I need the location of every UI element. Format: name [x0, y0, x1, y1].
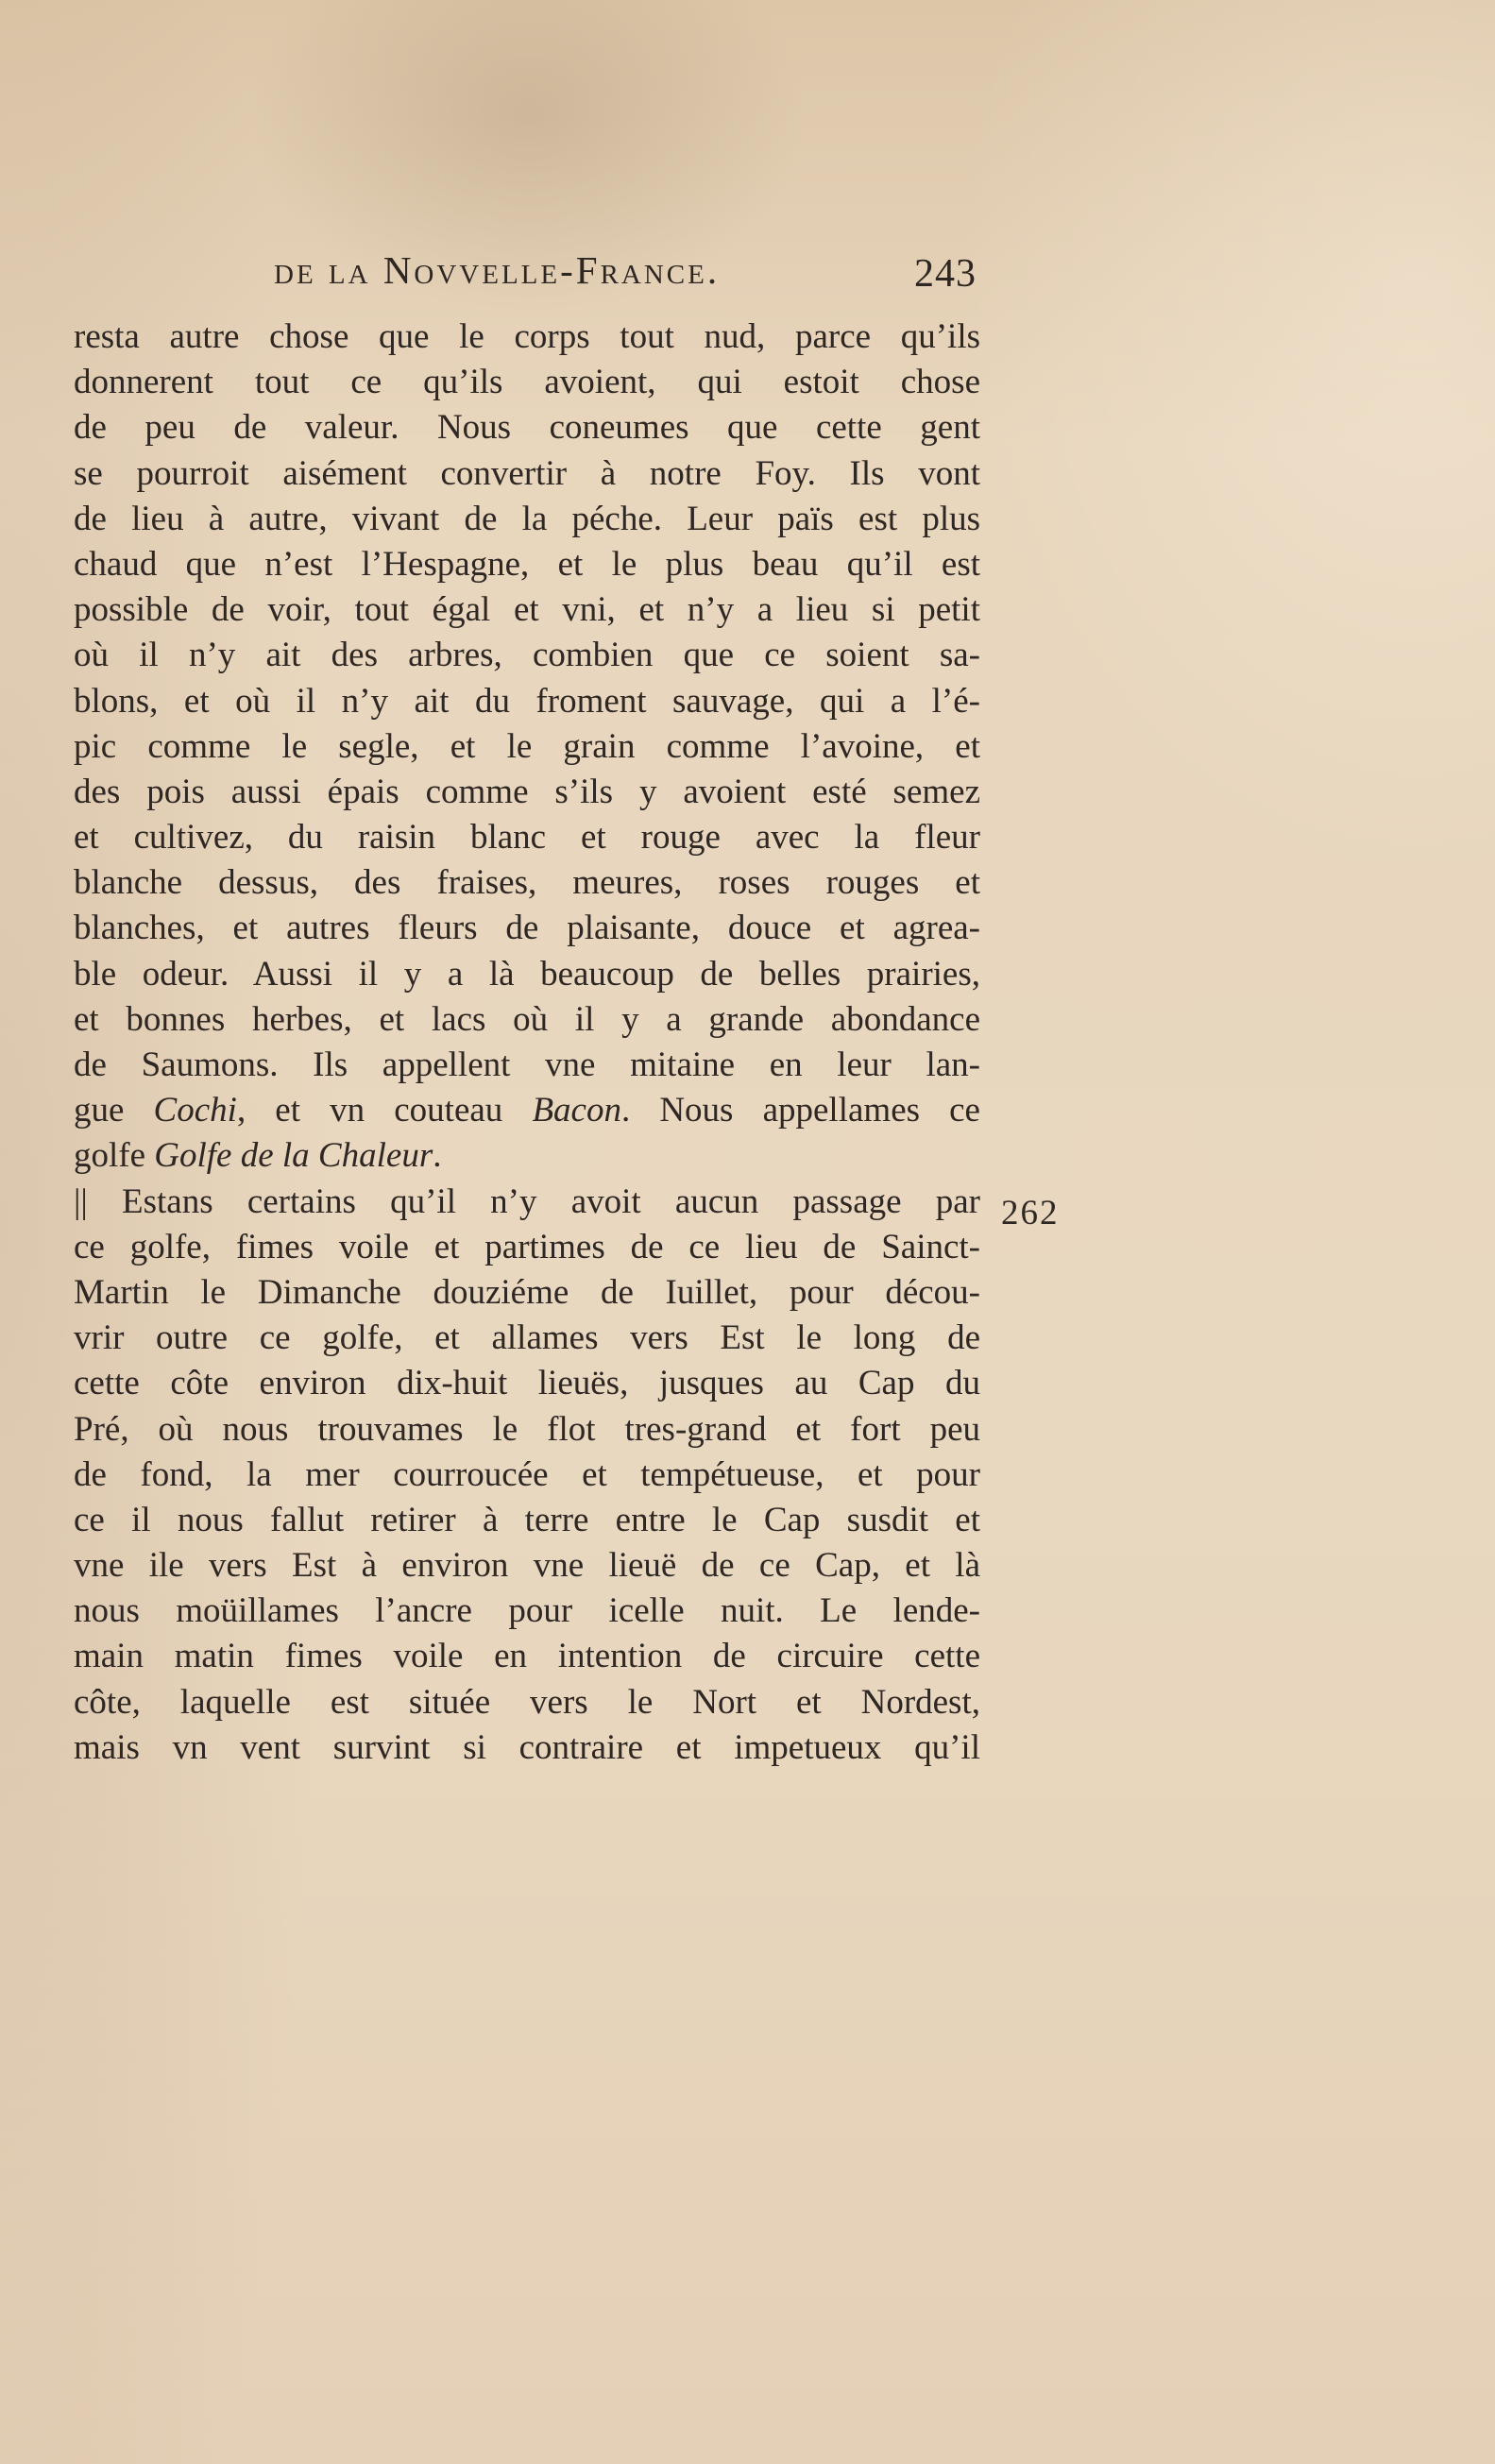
- text-line: cette côte environ dix-huit lieuës, jusques au Cap du: [74, 1364, 980, 1403]
- text-line: nous moüillames l’ancre pour icelle nuit. Le lende-: [74, 1591, 980, 1631]
- text-line: ble odeur. Aussi il y a là beaucoup de belles prairies,: [74, 954, 980, 994]
- text-run: . Nous appellames ce: [620, 1091, 980, 1130]
- text-line: se pourroit aisément convertir à notre Foy. Ils vont: [74, 453, 980, 493]
- italic-term: Bacon: [532, 1091, 621, 1130]
- page-number: 243: [914, 252, 977, 296]
- text-run: , et vn couteau: [236, 1091, 533, 1130]
- text-run: golfe: [74, 1136, 155, 1176]
- italic-term: Cochi: [153, 1091, 237, 1130]
- text-line: [74, 1133, 980, 1179]
- text-line: des pois aussi épais comme s’ils y avoient esté semez: [74, 772, 980, 811]
- text-line: où il n’y ait des arbres, combien que ce soient sa-: [74, 636, 980, 675]
- text-block: [74, 314, 980, 1771]
- text-line: blanche dessus, des fraises, meures, roses rouges et: [74, 863, 980, 903]
- text-line: et bonnes herbes, et lacs où il y a grande abondance: [74, 999, 980, 1039]
- text-line: de fond, la mer courroucée et tempétueuse, et pour: [74, 1454, 980, 1494]
- text-line: [74, 1088, 980, 1133]
- text-line: vne ile vers Est à environ vne lieuë de ce Cap, et là: [74, 1546, 980, 1586]
- text-line: ce golfe, fimes voile et partimes de ce lieu de Sainct-: [74, 1227, 980, 1266]
- text-line: || Estans certains qu’il n’y avoit aucun passage par: [74, 1181, 980, 1221]
- text-line: pic comme le segle, et le grain comme l’avoine, et: [74, 726, 980, 766]
- text-line: main matin fimes voile en intention de circuire cette: [74, 1637, 980, 1676]
- text-line: de peu de valeur. Nous coneumes que cette gent: [74, 408, 980, 448]
- text-line: chaud que n’est l’Hespagne, et le plus beau qu’il est: [74, 544, 980, 584]
- text-line: de lieu à autre, vivant de la péche. Leur païs est plus: [74, 499, 980, 538]
- text-line: resta autre chose que le corps tout nud, parce qu’ils: [74, 317, 980, 356]
- text-run: gue: [74, 1091, 154, 1130]
- text-run: .: [433, 1136, 442, 1176]
- text-line: Pré, où nous trouvames le flot tres-grand et fort peu: [74, 1409, 980, 1449]
- text-line: vrir outre ce golfe, et allames vers Est le long de: [74, 1318, 980, 1358]
- text-line: ce il nous fallut retirer à terre entre le Cap susdit et: [74, 1500, 980, 1539]
- text-line: côte, laquelle est située vers le Nort et Nordest,: [74, 1682, 980, 1722]
- text-line: et cultivez, du raisin blanc et rouge avec la fleur: [74, 818, 980, 858]
- text-line: donnerent tout ce qu’ils avoient, qui estoit chose: [74, 363, 980, 402]
- margin-page-reference: 262: [1001, 1194, 1060, 1232]
- text-line: Martin le Dimanche douziéme de Iuillet, pour décou-: [74, 1272, 980, 1312]
- text-line: possible de voir, tout égal et vni, et n’y a lieu si petit: [74, 590, 980, 630]
- running-head: de la Novvelle-France.: [274, 248, 721, 292]
- text-line: mais vn vent survint si contraire et impetueux qu’il: [74, 1727, 980, 1767]
- text-line: de Saumons. Ils appellent vne mitaine en leur lan-: [74, 1045, 980, 1084]
- text-line: blons, et où il n’y ait du froment sauvage, qui a l’é-: [74, 681, 980, 721]
- text-line: blanches, et autres fleurs de plaisante, douce et agrea-: [74, 909, 980, 948]
- italic-term: Golfe de la Chaleur: [154, 1136, 433, 1176]
